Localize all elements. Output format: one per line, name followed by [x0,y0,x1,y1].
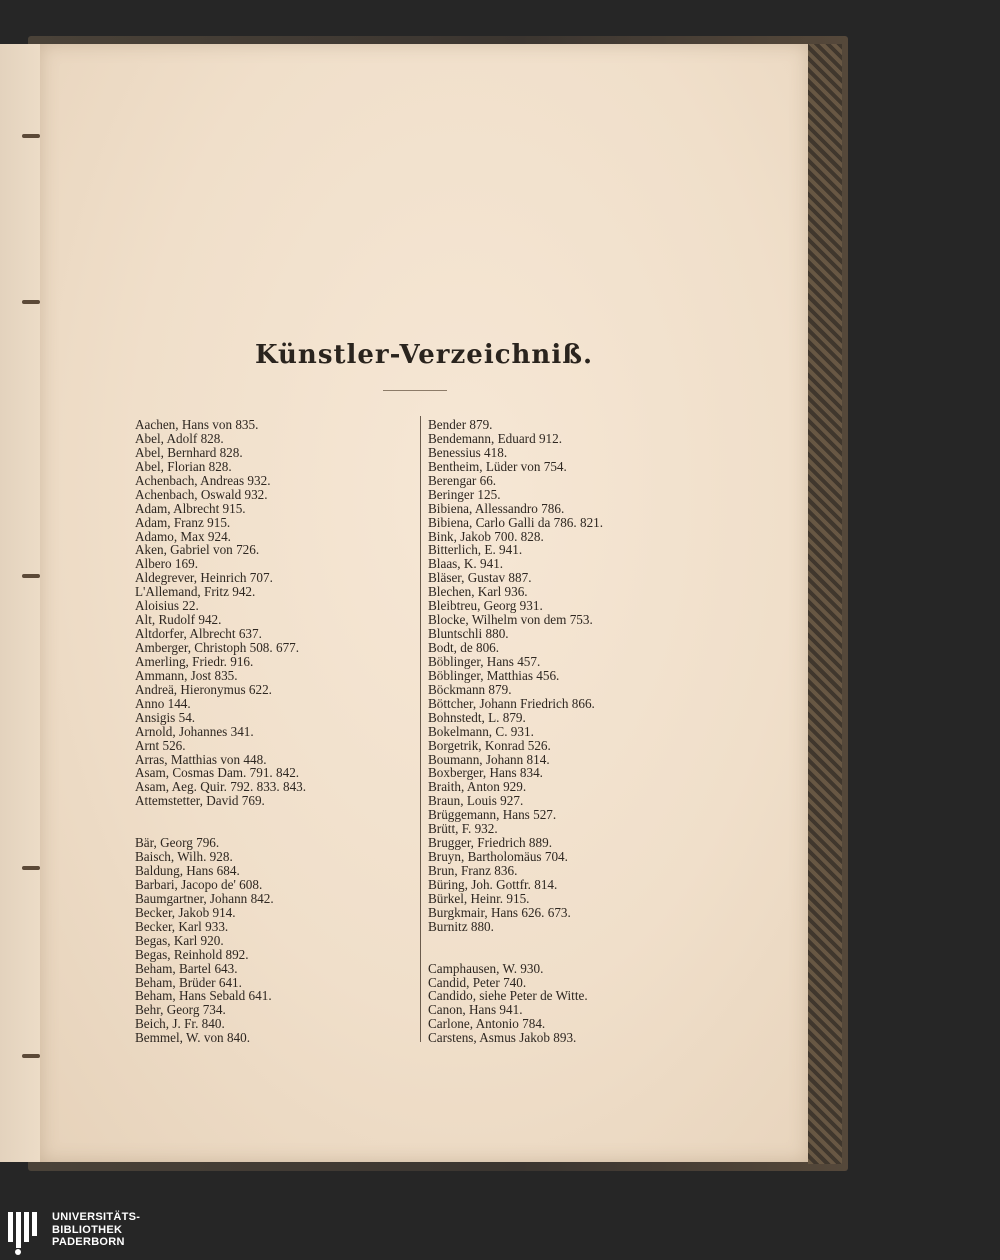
index-entry: Aachen, Hans von 835. [135,417,259,432]
index-entry: L'Allemand, Fritz 942. [135,584,256,600]
index-entry: Blaas, K. 941. [428,556,504,572]
index-entry: Begas, Reinhold 892. [135,946,249,962]
index-entry: Candid, Peter 740. [428,974,527,990]
index-entry: Baldung, Hans 684. [135,863,240,879]
index-entry: Baumgartner, Johann 842. [135,890,274,906]
index-entry: Beham, Bartel 643. [135,960,238,976]
index-entry: Bürkel, Heinr. 915. [428,890,530,906]
logo-line-3: PADERBORN [52,1236,125,1248]
left-page-edge [0,44,41,1162]
index-entry: Beham, Brüder 641. [135,974,242,990]
binding-stitch [22,866,40,870]
index-column-right [428,418,603,1045]
index-entry: Aldegrever, Heinrich 707. [135,570,273,586]
library-logo-text [52,1211,140,1249]
index-entry: Bär, Georg 796. [135,835,220,851]
library-logo-icon [8,1212,46,1256]
index-entry: Ammann, Jost 835. [135,667,238,683]
index-block-a [135,418,306,808]
index-entry: Carlone, Antonio 784. [428,1016,546,1032]
index-entry: Amerling, Friedr. 916. [135,653,254,669]
index-entry: Barbari, Jacopo de' 608. [135,876,263,892]
index-entry: Beham, Hans Sebald 641. [135,988,272,1004]
index-entry: Braith, Anton 929. [428,779,527,795]
index-entry: Arras, Matthias von 448. [135,751,267,767]
index-entry: Brütt, F. 932. [428,821,498,837]
title-rule [383,390,447,391]
index-entry: Brüggemann, Hans 527. [428,807,557,823]
binding-stitch [22,300,40,304]
index-entry: Behr, Georg 734. [135,1002,226,1018]
index-entry: Begas, Karl 920. [135,932,224,948]
index-entry: Bokelmann, C. 931. [428,723,534,739]
index-column-left [135,418,306,1045]
index-entry: Baisch, Wilh. 928. [135,849,233,865]
index-entry: Becker, Karl 933. [135,918,229,934]
index-entry: Aloisius 22. [135,598,199,614]
index-entry: Brugger, Friedrich 889. [428,835,552,851]
index-entry: Böblinger, Matthias 456. [428,667,560,683]
logo-line-1: UNIVERSITÄTS- [52,1211,141,1223]
index-entry: Bitterlich, E. 941. [428,542,523,558]
index-entry: Alt, Rudolf 942. [135,612,222,628]
index-entry: Beringer 125. [428,486,501,502]
index-entry: Burnitz 880. [428,918,494,934]
index-block-b-part2 [428,418,603,934]
index-entry: Asam, Aeg. Quir. 792. 833. 843. [135,779,307,795]
index-entry: Brun, Franz 836. [428,863,518,878]
logo-line-2: BIBLIOTHEK [52,1223,123,1236]
index-entry: Braun, Louis 927. [428,793,524,809]
index-entry: Bibiena, Carlo Galli da 786. 821. [428,514,604,530]
library-logo-bar [0,1208,1000,1260]
index-entry: Abel, Bernhard 828. [135,444,243,460]
index-entry: Blechen, Karl 936. [428,584,528,600]
index-entry: Altdorfer, Albrecht 637. [135,626,262,642]
index-entry: Amberger, Christoph 508. 677. [135,640,300,655]
index-entry: Bodt, de 806. [428,640,500,655]
index-entry: Bendemann, Eduard 912. [428,430,563,446]
index-entry: Bleibtreu, Georg 931. [428,598,543,614]
index-entry: Adamo, Max 924. [135,528,231,544]
index-entry: Borgetrik, Konrad 526. [428,737,551,753]
binding-stitch [22,134,40,138]
column-divider [420,416,421,1042]
index-entry: Abel, Adolf 828. [135,430,224,446]
index-entry: Böckmann 879. [428,681,512,697]
index-entry: Canon, Hans 941. [428,1002,523,1018]
index-entry: Achenbach, Andreas 932. [135,472,271,488]
index-entry: Andreä, Hieronymus 622. [135,681,272,697]
index-entry: Bemmel, W. von 840. [135,1030,251,1046]
binding-stitch [22,574,40,578]
index-block-c [428,962,603,1046]
index-entry: Bluntschli 880. [428,626,509,642]
index-entry: Candido, siehe Peter de Witte. [428,988,588,1004]
index-entry: Attemstetter, David 769. [135,793,265,809]
index-entry: Böttcher, Johann Friedrich 866. [428,695,595,711]
book-page [40,44,808,1162]
index-entry: Anno 144. [135,695,191,711]
book-spine-edge [808,44,842,1164]
index-entry: Bibiena, Allessandro 786. [428,500,565,516]
index-entry: Adam, Franz 915. [135,514,231,530]
index-entry: Albero 169. [135,556,198,572]
index-entry: Bink, Jakob 700. 828. [428,528,544,544]
block-gap [428,934,603,962]
index-entry: Benessius 418. [428,444,508,460]
index-entry: Büring, Joh. Gottfr. 814. [428,876,558,892]
index-entry: Bohnstedt, L. 879. [428,709,526,725]
index-block-b-part1 [135,836,306,1045]
index-entry: Bentheim, Lüder von 754. [428,458,567,474]
block-gap [135,808,306,836]
index-entry: Burgkmair, Hans 626. 673. [428,904,571,920]
index-entry: Becker, Jakob 914. [135,904,236,920]
index-entry: Camphausen, W. 930. [428,960,544,976]
index-entry: Adam, Albrecht 915. [135,500,246,516]
page-title: Künstler-Verzeichniß. [254,340,594,370]
index-entry: Bruyn, Bartholomäus 704. [428,849,568,865]
index-entry: Blocke, Wilhelm von dem 753. [428,612,593,628]
index-entry: Bläser, Gustav 887. [428,570,532,586]
index-entry: Böblinger, Hans 457. [428,653,541,669]
index-entry: Asam, Cosmas Dam. 791. 842. [135,765,300,781]
index-entry: Aken, Gabriel von 726. [135,542,260,558]
index-entry: Abel, Florian 828. [135,458,232,474]
index-entry: Bender 879. [428,417,493,432]
index-entry: Berengar 66. [428,472,497,488]
index-entry: Arnt 526. [135,737,186,753]
index-entry: Arnold, Johannes 341. [135,723,254,739]
index-entry: Ansigis 54. [135,709,196,725]
index-entry: Boumann, Johann 814. [428,751,550,767]
index-entry: Achenbach, Oswald 932. [135,486,268,502]
index-entry: Beich, J. Fr. 840. [135,1016,225,1032]
index-entry: Boxberger, Hans 834. [428,765,543,781]
index-entry: Carstens, Asmus Jakob 893. [428,1030,577,1046]
binding-stitch [22,1054,40,1058]
